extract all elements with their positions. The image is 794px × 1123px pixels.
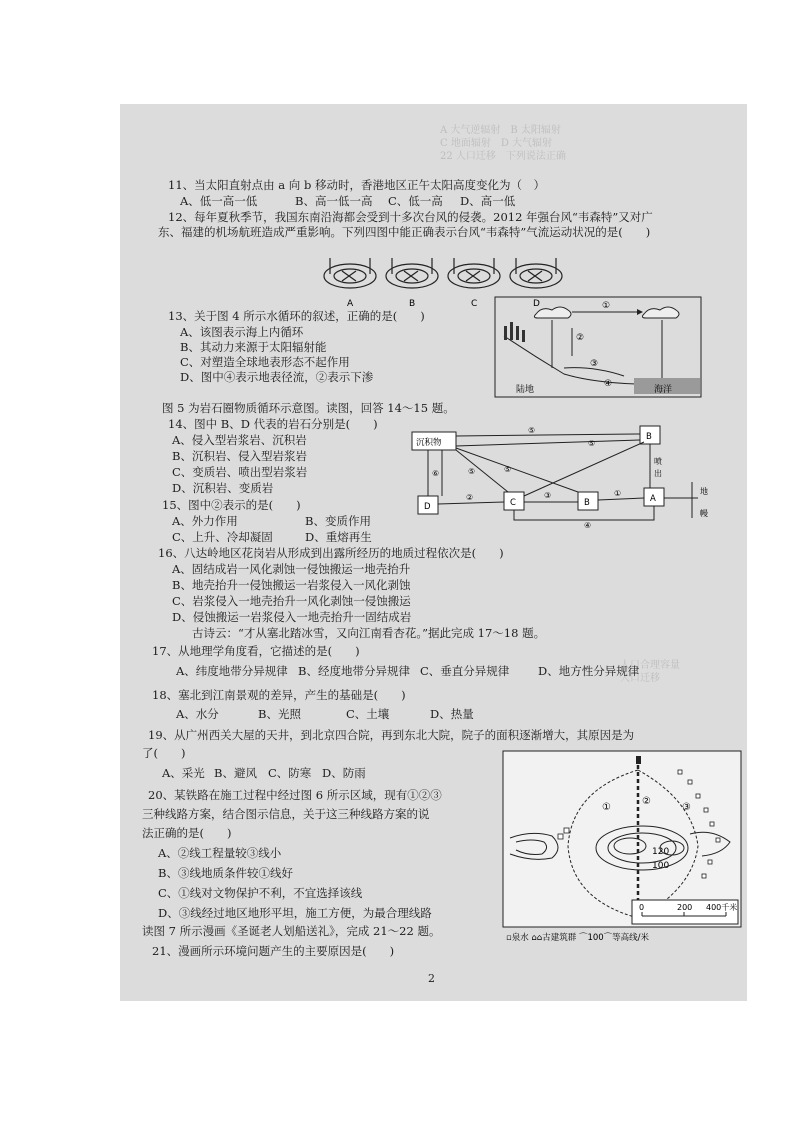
option-19-c: C、防寒 [268, 766, 312, 780]
option-13-c: C、对塑造全球地表形态不起作用 [180, 355, 350, 369]
option-20-a: A、②线工程量较③线小 [158, 846, 282, 860]
question-12-line1: 12、每年夏秋季节，我国东南沿海都会受到十多次台风的侵袭。2012 年强台风“韦森特”又对广 [168, 210, 653, 224]
fig5-side-3: 地 [700, 487, 708, 496]
fig5-arrow-4: ④ [584, 521, 592, 530]
route-label-3: ③ [682, 802, 691, 813]
option-13-b: B、其动力来源于太阳辐射能 [180, 340, 327, 354]
option-16-c: C、岩浆侵入一地壳抬升一风化剥蚀一侵蚀搬运 [172, 594, 411, 608]
bleed-through-text: 人口合理容量 人口迁移 [620, 660, 680, 684]
option-16-d: D、侵蚀搬运一岩浆侵入一地壳抬升一固结成岩 [172, 610, 412, 624]
map-legend: ▫泉水 ⌂⌂古建筑群 ⌒100⌒等高线/米 [506, 933, 650, 943]
typhoon-label-d: D [533, 299, 540, 309]
contour-label-120: 120 [652, 847, 670, 857]
question-20-line2: 三种线路方案，结合图示信息，关于这三种线路方案的说 [142, 807, 430, 821]
fig5-box-a: A [650, 494, 656, 504]
question-15: 15、图中②表示的是( ) [162, 498, 301, 512]
option-17-d: D、地方性分异规律 [538, 664, 640, 678]
option-13-a: A、该图表示海上内循环 [180, 325, 304, 339]
fig5-side-2: 出 [654, 469, 662, 478]
rock-cycle-figure [408, 422, 718, 530]
route-label-1: ① [602, 802, 611, 813]
typhoon-label-b: B [409, 299, 416, 309]
route-label-2: ② [642, 796, 651, 807]
question-16: 16、八达岭地区花岗岩从形成到出露所经历的地质过程依次是( ) [158, 546, 504, 560]
scale-label-400: 400千米 [706, 903, 738, 912]
question-21: 21、漫画所示环境问题产生的主要原因是( ) [152, 944, 395, 958]
option-18-a: A、水分 [176, 707, 219, 721]
fig5-box-b-top: B [646, 432, 652, 442]
contour-label-100: 100 [652, 861, 670, 871]
option-20-b: B、③线地质条件较①线好 [158, 866, 293, 880]
question-18: 18、塞北到江南景观的差异，产生的基础是( ) [152, 688, 406, 702]
intro-17-18: 古诗云：“才从塞北踏冰雪，又向江南看杏花。”据此完成 17～18 题。 [192, 626, 546, 640]
fig5-arrow-5: ⑤ [528, 426, 536, 435]
fig5-box-c: C [510, 498, 516, 508]
option-18-d: D、热量 [430, 707, 474, 721]
option-19-b: B、避风 [214, 766, 257, 780]
option-18-c: C、土壤 [346, 707, 390, 721]
option-16-b: B、地壳抬升一侵蚀搬运一岩浆侵入一风化剥蚀 [172, 578, 411, 592]
option-11-d: D、高一低 [460, 194, 516, 208]
option-17-b: B、经度地带分异规律 [298, 664, 410, 678]
fig5-side-1: 喷 [654, 457, 662, 466]
option-15-c: C、上升、冷却凝固 [172, 530, 273, 544]
water-cycle-figure [494, 296, 704, 400]
fig5-arrow-2: ② [466, 493, 474, 502]
option-15-b: B、变质作用 [305, 514, 371, 528]
option-11-b: B、高一低一高 [295, 194, 373, 208]
scale-label-0: 0 [639, 903, 645, 912]
fig4-ocean: 海洋 [654, 385, 673, 395]
fig5-arrow-6: ⑥ [432, 469, 440, 478]
scale-label-200: 200 [677, 903, 693, 912]
question-12-line2: 东、福建的机场航班造成严重影响。下列四图中能正确表示台风“韦森特”气流运动状况的是( ) [158, 225, 651, 239]
option-14-b: B、沉积岩、侵入型岩浆岩 [172, 449, 307, 463]
option-19-a: A、采光 [162, 766, 205, 780]
option-15-d: D、重熔再生 [305, 530, 372, 544]
option-17-c: C、垂直分异规律 [420, 664, 510, 678]
option-20-d: D、③线经过地区地形平坦，施工方便，为最合理线路 [158, 906, 432, 920]
fig5-arrow-1: ① [614, 489, 622, 498]
fig4-label-1: ① [602, 301, 611, 311]
option-13-d: D、图中④表示地表径流，②表示下渗 [180, 370, 374, 384]
fig5-arrow-5b: ⑤ [588, 439, 596, 448]
question-13: 13、关于图 4 所示水循环的叙述，正确的是( ) [168, 309, 425, 323]
question-19-line1: 19、从广州西关大屋的天井，到北京四合院，再到东北大院，院子的面积逐渐增大，其原因是为 [148, 728, 635, 742]
question-19-line2: 了( ) [142, 746, 186, 760]
fig5-arrow-3: ③ [544, 491, 552, 500]
fig5-box-d: D [424, 502, 431, 512]
fig4-label-4: ④ [604, 379, 613, 389]
fig5-box-b: B [584, 498, 590, 508]
question-17: 17、从地理学角度看，它描述的是( ) [152, 644, 360, 658]
page-number: 2 [428, 972, 435, 985]
fig4-label-3: ③ [590, 359, 599, 369]
typhoon-label-c: C [471, 299, 478, 309]
fig4-label-2: ② [576, 333, 585, 343]
option-19-d: D、防雨 [322, 766, 366, 780]
question-14: 14、图中 B、D 代表的岩石分别是( ) [168, 417, 378, 431]
question-20-line1: 20、某铁路在施工过程中经过图 6 所示区域，现有①②③ [148, 788, 442, 802]
fig5-side-4: 幔 [700, 509, 708, 518]
fig5-arrow-5d: ⑤ [504, 465, 512, 474]
option-15-a: A、外力作用 [172, 514, 238, 528]
option-16-a: A、固结成岩一风化剥蚀一侵蚀搬运一地壳抬升 [172, 562, 411, 576]
option-20-c: C、①线对文物保护不利，不宜选择该线 [158, 886, 363, 900]
option-11-a: A、低一高一低 [180, 194, 258, 208]
fig5-box-sediment: 沉积物 [416, 438, 442, 448]
fig5-arrow-5c: ⑤ [468, 467, 476, 476]
bleed-through-text: A 大气逆辐射 B 太阳辐射 C 地面辐射 D 大气辐射 22 人口迁移 下列说法正确 [440, 125, 566, 162]
option-14-d: D、沉积岩、变质岩 [172, 481, 274, 495]
intro-14-15: 图 5 为岩石圈物质循环示意图。读图，回答 14～15 题。 [162, 401, 455, 415]
option-14-c: C、变质岩、喷出型岩浆岩 [172, 465, 308, 479]
option-17-a: A、纬度地带分异规律 [176, 664, 288, 678]
intro-21-22: 读图 7 所示漫画《圣诞老人划船送礼》，完成 21～22 题。 [142, 924, 441, 938]
route-map-figure [502, 750, 744, 944]
option-11-c: C、低一高 [388, 194, 443, 208]
exam-page [120, 104, 747, 1001]
question-20-line3: 法正确的是( ) [142, 826, 232, 840]
option-18-b: B、光照 [258, 707, 301, 721]
option-14-a: A、侵入型岩浆岩、沉积岩 [172, 433, 307, 447]
fig4-land: 陆地 [516, 385, 535, 395]
typhoon-label-a: A [347, 299, 354, 309]
question-11: 11、当太阳直射点由 a 向 b 移动时，香港地区正午太阳高度变化为（ ） [168, 178, 545, 192]
